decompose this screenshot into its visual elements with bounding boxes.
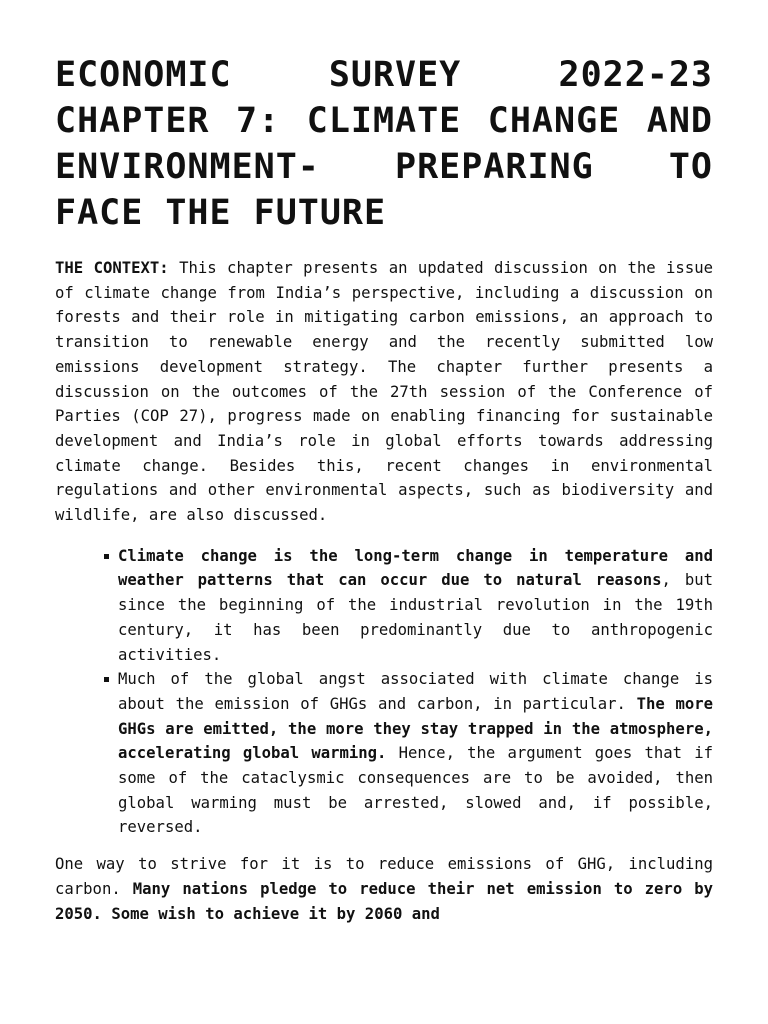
list-item [118, 544, 713, 668]
context-text: This chapter presents an updated discussion on the issue of climate change from India’s perspective, including a discussion on forests and their role in mitigating carbon emissions, an approach to transition to renewable energy and the recently submitted low emissions development strategy. The chapter further presents a discussion on the outcomes of the 27th session of the Conference of Parties (COP 27), progress made on enabling financing for sustainable development and India’s role in global efforts towards addressing climate change. Besides this, recent changes in environmental regulations and other environmental aspects, such as biodiversity and wildlife, are also discussed. [55, 259, 713, 525]
closing-bold: Many nations pledge to reduce their net emission to zero by 2050. Some wish to achieve it by 2060 and [55, 879, 714, 923]
bullet-2-text-before: Much of the global angst associated with climate change is about the emission of GHGs and carbon, in particular. [118, 670, 713, 713]
page-title: ECONOMIC SURVEY 2022-23 CHAPTER 7: CLIMATE CHANGE AND ENVIRONMENT- PREPARING TO FACE THE FUTURE [55, 55, 713, 233]
bullet-icon [104, 677, 109, 682]
closing-paragraph [55, 852, 713, 926]
bullet-icon [104, 554, 109, 559]
list-item [118, 667, 713, 840]
bullet-1-text: , but since the beginning of the industrial revolution in the 19th century, it has been predominantly due to anthropogenic activities. [118, 571, 713, 664]
article [55, 52, 713, 926]
closing-text: One way to strive for it is to reduce emissions of GHG, including carbon. [55, 855, 713, 898]
context-label: THE CONTEXT: [55, 259, 169, 277]
bullet-1-bold: Climate change is the long-term change in temperature and weather patterns that can occur due to natural reasons [118, 546, 713, 590]
context-paragraph [55, 256, 713, 528]
bullet-list [55, 544, 713, 840]
bullet-2-bold: The more GHGs are emitted, the more they stay trapped in the atmosphere, accelerating global warming. [118, 694, 714, 763]
bullet-2-text-after: Hence, the argument goes that if some of the cataclysmic consequences are to be avoided, then global warming must be arrested, slowed and, if possible, reversed. [118, 744, 713, 837]
